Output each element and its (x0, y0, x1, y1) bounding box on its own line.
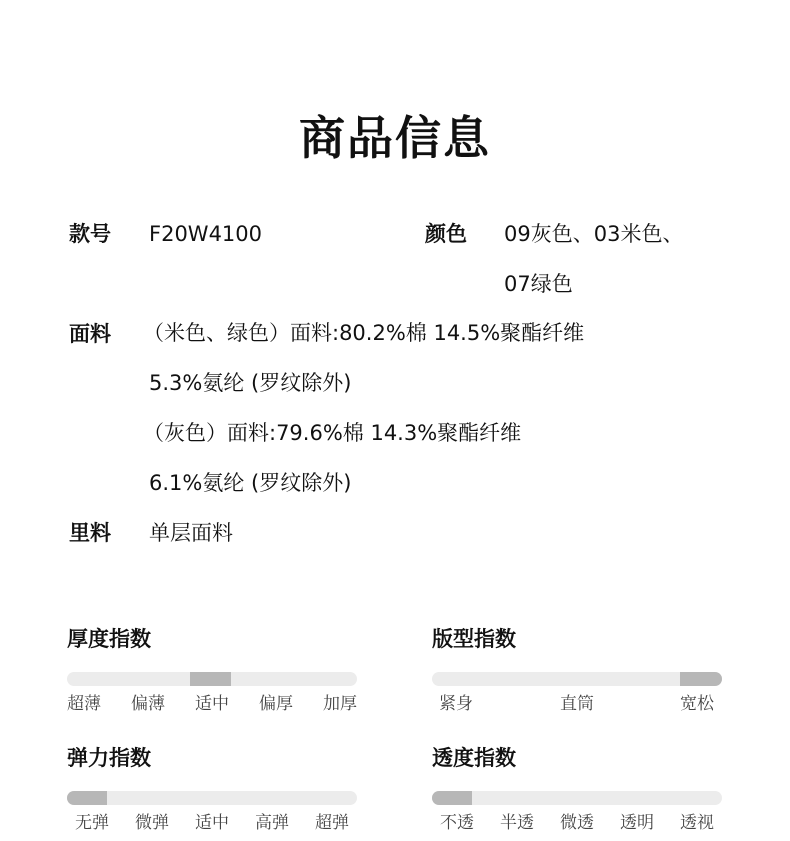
fit-tick-3: 宽松 (680, 694, 714, 714)
elasticity-tick-5: 超弹 (315, 813, 349, 833)
thickness-tick-4: 偏厚 (259, 694, 293, 714)
fabric-line-3: （灰色）面料:79.6%棉 14.3%聚酯纤维 (143, 421, 522, 445)
thickness-index-track (67, 672, 357, 686)
color-value-line-1: 09灰色、03米色、 (504, 222, 684, 246)
thickness-tick-2: 偏薄 (131, 694, 165, 714)
elasticity-tick-1: 无弹 (75, 813, 109, 833)
elasticity-index-title: 弹力指数 (67, 746, 151, 770)
fabric-line-4: 6.1%氨纶 (罗纹除外) (149, 471, 352, 495)
fabric-line-1: （米色、绿色）面料:80.2%棉 14.5%聚酯纤维 (143, 321, 585, 345)
transparency-tick-1: 不透 (440, 813, 474, 833)
fit-tick-2: 直筒 (560, 694, 594, 714)
fit-index-marker (680, 672, 722, 686)
thickness-index-marker (190, 672, 231, 686)
elasticity-index-marker (67, 791, 107, 805)
thickness-tick-5: 加厚 (323, 694, 357, 714)
thickness-tick-3: 适中 (195, 694, 229, 714)
fit-index-track (432, 672, 722, 686)
transparency-tick-3: 微透 (560, 813, 594, 833)
thickness-tick-1: 超薄 (67, 694, 101, 714)
fabric-line-2: 5.3%氨纶 (罗纹除外) (149, 371, 352, 395)
transparency-tick-4: 透明 (620, 813, 654, 833)
fit-tick-1: 紧身 (439, 694, 473, 714)
lining-label: 里料 (69, 521, 111, 545)
elasticity-tick-3: 适中 (195, 813, 229, 833)
transparency-tick-2: 半透 (500, 813, 534, 833)
transparency-index-title: 透度指数 (432, 746, 516, 770)
transparency-index-track (432, 791, 722, 805)
color-label: 颜色 (425, 222, 467, 246)
elasticity-tick-2: 微弹 (135, 813, 169, 833)
elasticity-tick-4: 高弹 (255, 813, 289, 833)
elasticity-index-track (67, 791, 357, 805)
style-no-value: F20W4100 (149, 222, 263, 246)
transparency-index-marker (432, 791, 472, 805)
color-value-line-2: 07绿色 (504, 272, 573, 296)
fit-index-title: 版型指数 (432, 627, 516, 651)
style-no-label: 款号 (69, 222, 111, 246)
thickness-index-title: 厚度指数 (67, 627, 151, 651)
transparency-tick-5: 透视 (680, 813, 714, 833)
page-title: 商品信息 (299, 111, 491, 165)
lining-value: 单层面料 (149, 521, 233, 545)
fabric-label: 面料 (69, 322, 111, 346)
